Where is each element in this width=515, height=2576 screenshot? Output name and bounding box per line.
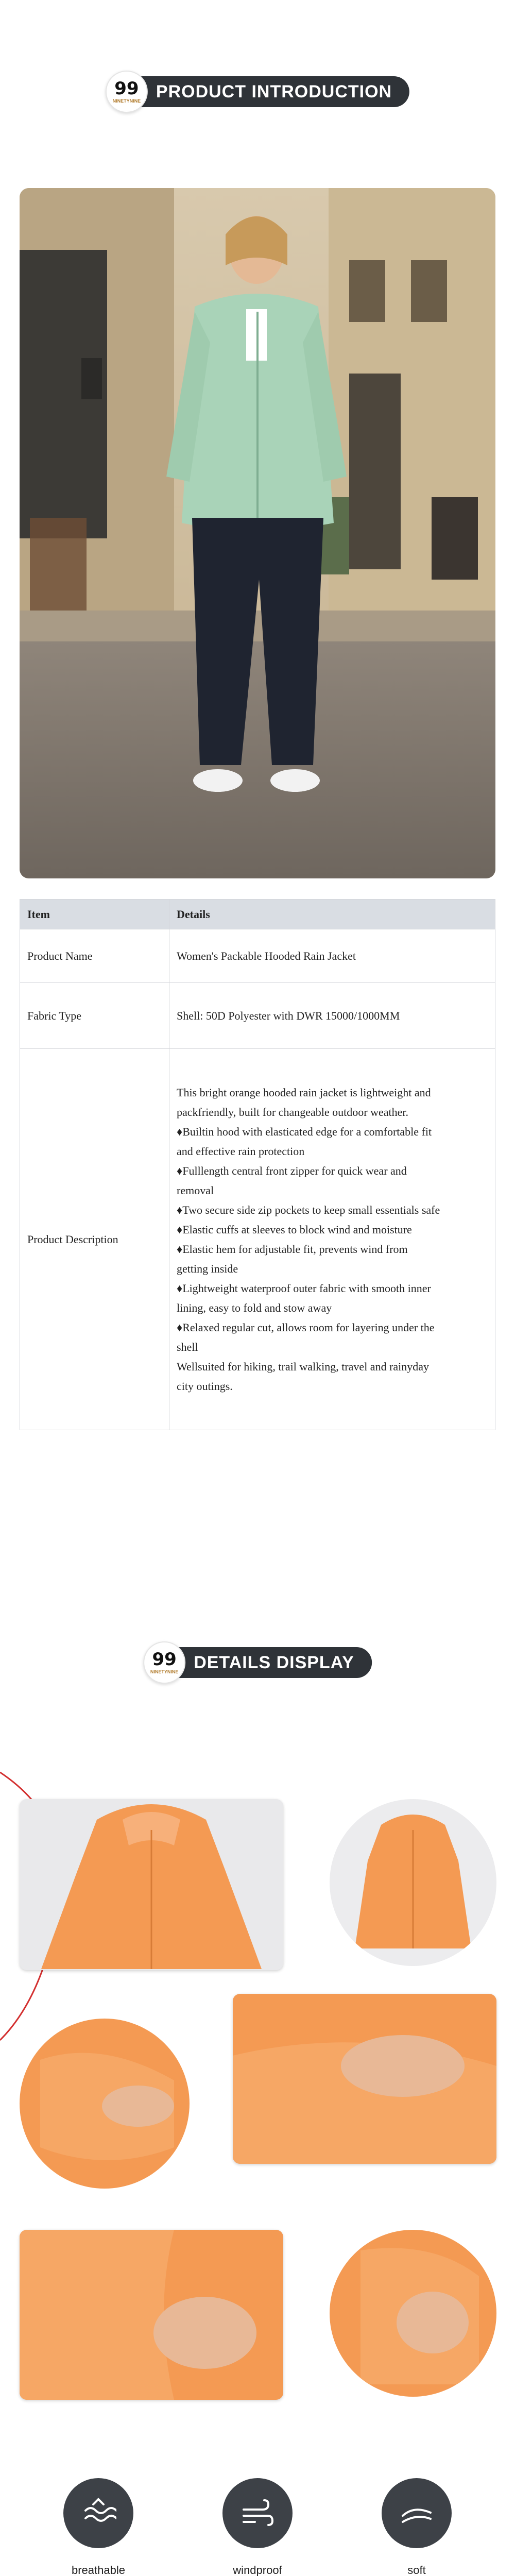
table-row [20,929,495,983]
description-line: ♦Builtin hood with elasticated edge for a comfortable fit [177,1125,432,1138]
row-value: Shell: 50D Polyester with DWR 15000/1000MM [169,983,495,1049]
description-line: city outings. [177,1379,233,1393]
intro-title: PRODUCT INTRODUCTION [127,76,409,107]
table-row [20,983,495,1049]
feature-label: windproof [233,2564,282,2576]
spec-header-row [20,900,495,929]
detail-side-pocket [20,2230,283,2400]
description-line: ♦Fulllength central front zipper for quick wear and [177,1164,407,1177]
row-value: Women's Packable Hooded Rain Jacket [169,929,495,983]
description-line: ♦Lightweight waterproof outer fabric with smooth inner [177,1281,431,1295]
header-item: Item [20,900,169,929]
description-line: This bright orange hooded rain jacket is lightweight and [177,1086,431,1099]
feature-label: breathable [72,2564,125,2576]
waves-icon [63,2478,133,2548]
detail-hem-circle [330,2230,496,2397]
description-line: Wellsuited for hiking, trail walking, travel and rainyday [177,1360,430,1373]
row-label: Fabric Type [20,983,169,1049]
model-photo [20,188,495,878]
description-line: ♦Two secure side zip pockets to keep small essentials safe [177,1203,440,1216]
header-details: Details [169,900,495,929]
feather-icon [382,2478,452,2548]
intro-banner [106,73,409,110]
brand-wordmark: NINETYNINE [112,98,141,104]
brand-logo [143,1641,185,1684]
detail-jacket-hood [330,1799,496,1966]
product-description [169,1049,495,1430]
brand-wordmark: NINETYNINE [150,1669,179,1674]
row-label: Product Name [20,929,169,983]
spec-table [20,899,495,1430]
brand-logo [106,71,148,113]
detail-cuff-circle [20,2019,190,2189]
description-line: lining, easy to fold and stow away [177,1301,332,1314]
description-line: shell [177,1340,198,1353]
wind-icon [222,2478,293,2548]
brand-number: 99 [152,1649,177,1670]
description-line: ♦Relaxed regular cut, allows room for layering under the [177,1320,435,1334]
description-line: removal [177,1183,214,1197]
details-banner [143,1644,372,1681]
brand-number: 99 [114,78,139,99]
description-line: ♦Elastic hem for adjustable fit, prevents wind from [177,1242,408,1256]
feature-label: soft [407,2564,426,2576]
description-line: ♦Elastic cuffs at sleeves to block wind and moisture [177,1223,412,1236]
table-row [20,1049,495,1430]
row-label: Product Description [20,1049,169,1430]
details-title: DETAILS DISPLAY [165,1647,372,1678]
detail-jacket-front [20,1799,283,1970]
description-line: packfriendly, built for changeable outdoor weather. [177,1105,409,1118]
detail-sleeve-cuff [233,1994,496,2164]
description-line: and effective rain protection [177,1144,305,1158]
description-line: getting inside [177,1262,238,1275]
